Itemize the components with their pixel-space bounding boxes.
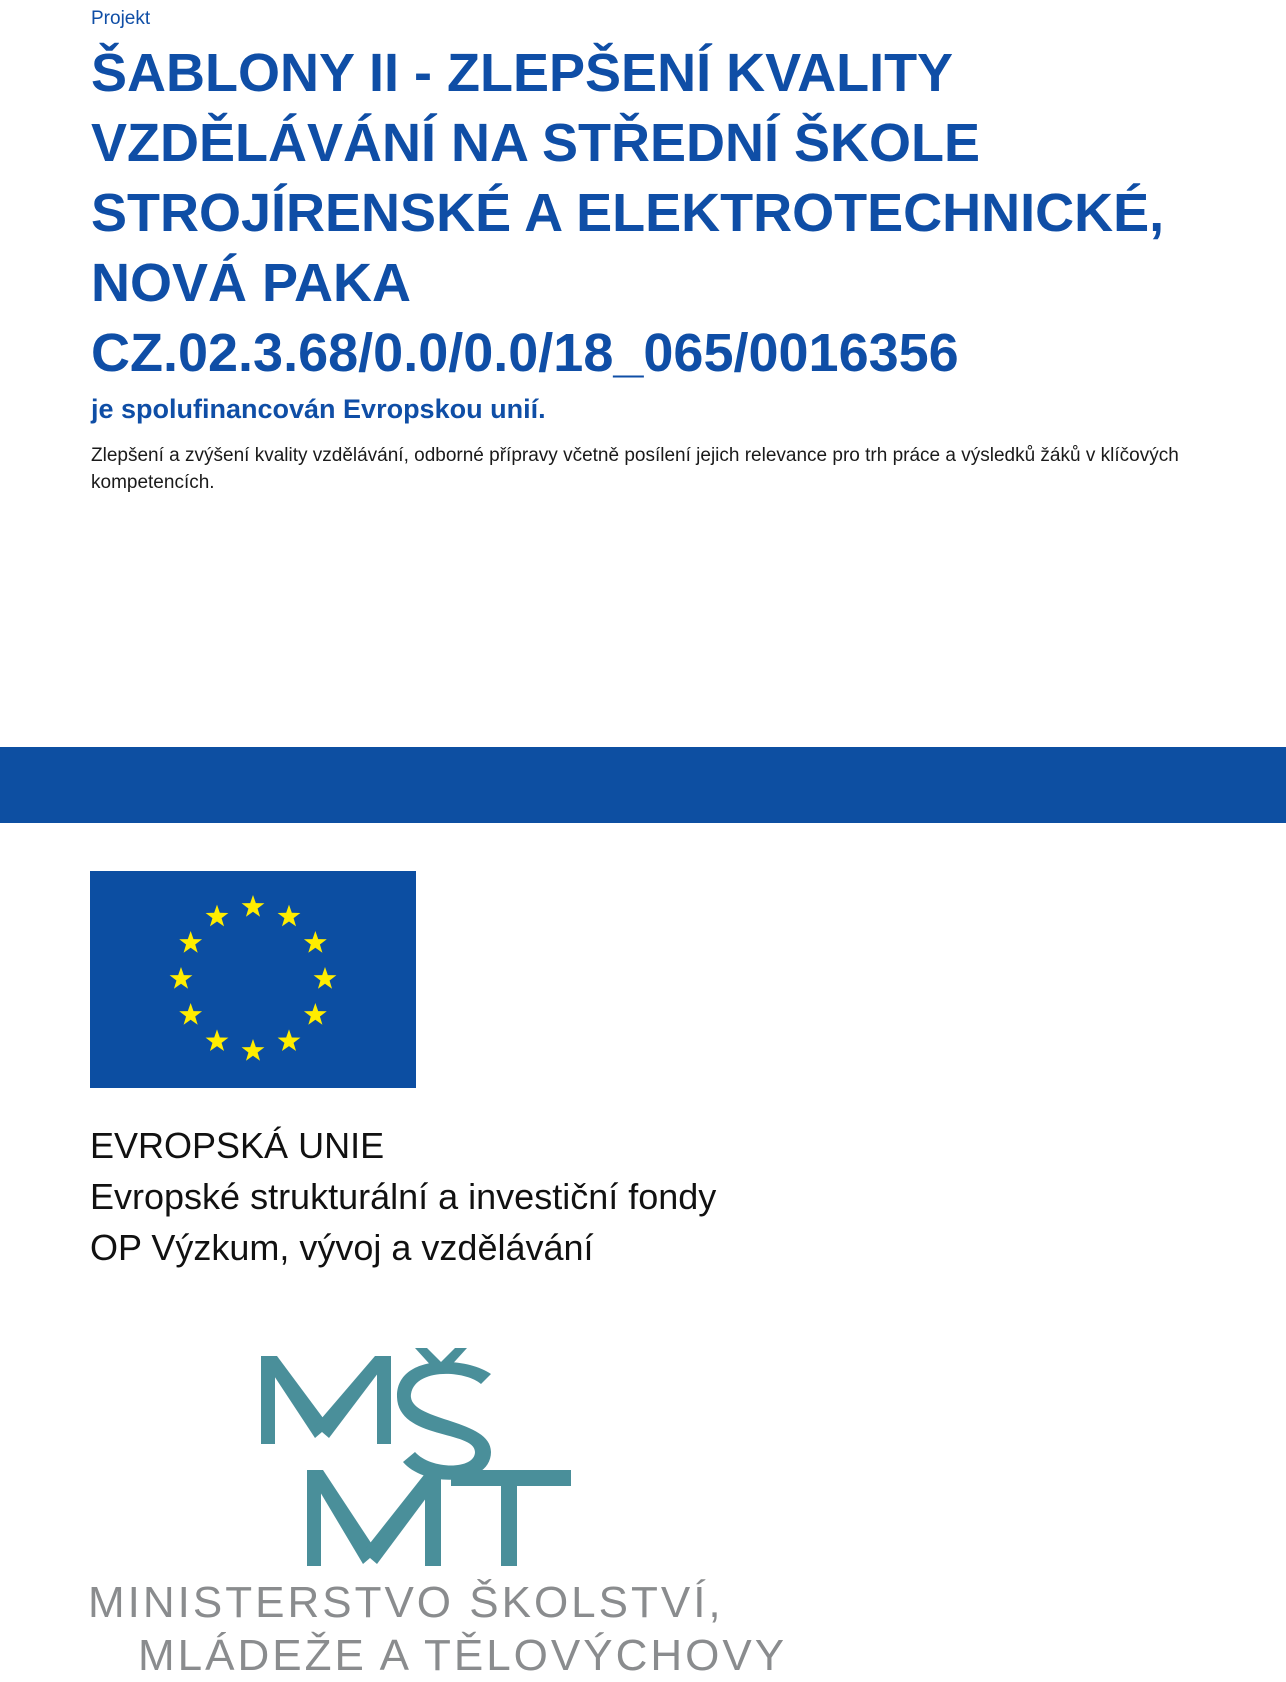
eu-funds: Evropské strukturální a investiční fondy [90, 1176, 717, 1217]
project-registration-number: CZ.02.3.68/0.0/0.0/18_065/0016356 [91, 323, 959, 383]
project-title-line: VZDĚLÁVÁNÍ NA STŘEDNÍ ŠKOLE [91, 113, 981, 173]
ministry-name-line2: MLÁDEŽE A TĚLOVÝCHOVY [138, 1631, 788, 1680]
project-title-line: NOVÁ PAKA [91, 253, 412, 313]
eu-programme: OP Výzkum, vývoj a vzdělávání [90, 1227, 594, 1268]
blue-band-divider [0, 747, 1286, 823]
cofinanced-statement: je spolufinancován Evropskou unií. [91, 394, 546, 424]
msmt-logo-icon [255, 1348, 585, 1573]
eu-text-block [90, 1120, 716, 1273]
project-label: Projekt [91, 8, 151, 29]
project-title-line: STROJÍRENSKÉ A ELEKTROTECHNICKÉ, [91, 183, 1165, 243]
eu-flag-icon [90, 871, 416, 1088]
ministry-name [88, 1576, 788, 1682]
project-title [91, 38, 1271, 388]
eu-name: EVROPSKÁ UNIE [90, 1125, 385, 1166]
project-title-line: ŠABLONY II - ZLEPŠENÍ KVALITY [91, 43, 954, 103]
ministry-name-line1: MINISTERSTVO ŠKOLSTVÍ, [88, 1578, 724, 1627]
project-description: Zlepšení a zvýšení kvality vzdělávání, odborné přípravy včetně posílení jejich relevance pro trh práce a výsledků žáků v klíčových kompetencích. [91, 445, 1179, 493]
